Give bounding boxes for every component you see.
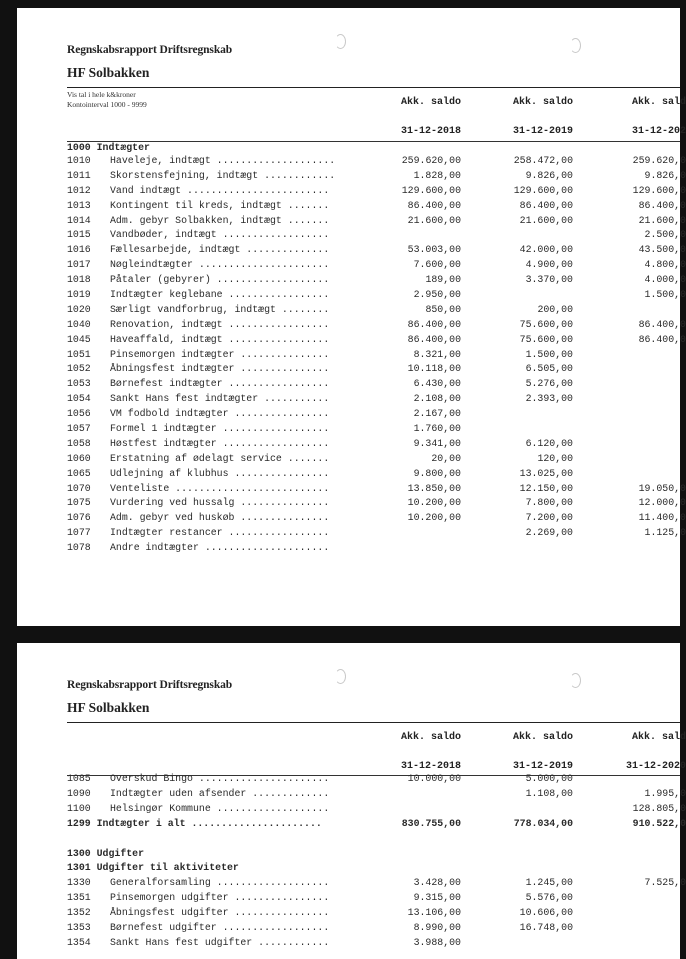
- value-2018: 850,00: [425, 303, 461, 315]
- value-2018: 20,00: [431, 452, 461, 464]
- account-number: 1010: [67, 155, 91, 166]
- account-number: 1045: [67, 333, 91, 345]
- value-2019: 7.200,00: [525, 512, 573, 524]
- table-row: [67, 377, 680, 392]
- value-2019: 129.600,00: [513, 184, 573, 196]
- value-2019: 1.245,00: [525, 877, 573, 889]
- account-number: 1014: [67, 214, 91, 226]
- value-2019: 13.025,00: [519, 467, 573, 479]
- table-row: [67, 541, 680, 556]
- account-number: 1065: [67, 467, 91, 479]
- value-2019: 1.108,00: [525, 787, 573, 799]
- account-number: 1058: [67, 437, 91, 449]
- account-number: 1040: [67, 318, 91, 330]
- value-2018: 3.988,00: [413, 936, 461, 948]
- col-date-1: 31-12-2018: [400, 126, 461, 137]
- col-header-3: Akk. sald: [631, 732, 686, 743]
- value-2018: 13.106,00: [407, 907, 461, 919]
- table-row: [67, 333, 686, 348]
- account-name: VM fodbold indtægter ................: [110, 408, 330, 420]
- value-2018: 259.620,00: [401, 155, 461, 166]
- account-name: Venteliste ..........................: [110, 482, 330, 494]
- value-2018: 1.760,00: [413, 423, 461, 435]
- value-2019: 42.000,00: [519, 244, 573, 256]
- value-2019: 1.500,00: [525, 348, 573, 360]
- account-number: 1057: [67, 423, 91, 435]
- account-name: Renovation, indtægt .................: [110, 318, 330, 330]
- table-row: [67, 422, 680, 437]
- ledger-table: [67, 772, 686, 951]
- value-2018: 7.600,00: [413, 259, 461, 271]
- account-name: Åbningsfest indtægter ...............: [110, 363, 330, 375]
- account-number: 1070: [67, 482, 91, 494]
- table-row: [67, 772, 680, 787]
- table-row: [67, 876, 686, 891]
- value-2019: 9.826,00: [525, 169, 573, 181]
- account-number: 1011: [67, 169, 91, 181]
- account-number: 1353: [67, 922, 91, 934]
- account-name: Sankt Hans fest udgifter ............: [110, 936, 330, 948]
- account-number: 1019: [67, 289, 91, 301]
- ledger-table: [67, 142, 686, 556]
- value-2018: 53.003,00: [407, 244, 461, 256]
- value-2018: 86.400,00: [407, 199, 461, 211]
- table-row: [67, 273, 686, 288]
- value-2019: 16.748,00: [519, 922, 573, 934]
- account-name: Vurdering ved hussalg ...............: [110, 497, 330, 509]
- account-name: Særligt vandforbrug, indtægt ........: [110, 303, 330, 315]
- value-2020: 12.000,0: [638, 497, 686, 509]
- subsection-heading: 1301 Udgifter til aktiviteter: [67, 862, 239, 874]
- report-title: Regnskabsrapport Driftsregnskab: [67, 44, 233, 56]
- col-date-3: 31-12-202: [631, 126, 686, 137]
- account-number: 1060: [67, 452, 91, 464]
- account-name: Kontingent til kreds, indtægt .......: [110, 199, 330, 211]
- table-row: [67, 303, 680, 318]
- note-interval: Kontointerval 1000 - 9999: [67, 100, 147, 109]
- account-number: 1354: [67, 936, 91, 948]
- account-name: Børnefest indtægter .................: [110, 378, 330, 390]
- account-number: 1330: [67, 877, 91, 889]
- org-name: HF Solbakken: [67, 65, 150, 80]
- punch-hole-icon: [570, 673, 581, 688]
- section-heading: 1300 Udgifter: [67, 847, 145, 859]
- account-number: 1085: [67, 773, 91, 784]
- value-2018: 9.315,00: [413, 892, 461, 904]
- section-heading: 1000 Indtægter: [67, 142, 150, 153]
- table-row: [67, 936, 680, 951]
- punch-hole-icon: [335, 669, 346, 684]
- col-date-2: 31-12-2019: [512, 761, 573, 772]
- value-2019: 21.600,00: [519, 214, 573, 226]
- punch-hole-icon: [570, 38, 581, 53]
- table-row: [67, 169, 686, 184]
- table-row: [67, 437, 680, 452]
- value-2019: 4.900,00: [525, 259, 573, 271]
- account-name: Formel 1 indtægter ..................: [110, 423, 330, 435]
- value-2018: 189,00: [425, 274, 461, 286]
- value-2018: 86.400,00: [407, 333, 461, 345]
- value-2019: 3.370,00: [525, 274, 573, 286]
- table-row: [67, 154, 686, 169]
- account-name: Fællesarbejde, indtægt ..............: [110, 244, 330, 256]
- account-number: 1053: [67, 378, 91, 390]
- account-number: 1076: [67, 512, 91, 524]
- table-row: [67, 243, 686, 258]
- account-number: 1020: [67, 303, 91, 315]
- table-row: [67, 526, 686, 541]
- value-2019: 5.576,00: [525, 892, 573, 904]
- table-row: [67, 288, 686, 303]
- punch-hole-icon: [335, 34, 346, 49]
- value-2019: 12.150,00: [519, 482, 573, 494]
- account-name: Generalforsamling ...................: [110, 877, 330, 889]
- value-2018: 10.200,00: [407, 497, 461, 509]
- value-2020: 21.600,0: [638, 214, 686, 226]
- value-2018: 8.321,00: [413, 348, 461, 360]
- account-name: Pinsemorgen indtægter ...............: [110, 348, 330, 360]
- account-number: 1078: [67, 542, 91, 554]
- value-2020: 1.995,0: [644, 787, 686, 799]
- value-2020: 2.500,0: [644, 229, 686, 241]
- account-number: 1012: [67, 184, 91, 196]
- account-name: Andre indtægter .....................: [110, 542, 330, 554]
- table-row: [67, 482, 686, 497]
- value-2020: 4.800,0: [644, 259, 686, 271]
- table-row: [67, 318, 686, 333]
- table-row: [67, 467, 680, 482]
- value-2019: 258.472,00: [513, 155, 573, 166]
- value-2020: 129.600,0: [632, 184, 686, 196]
- account-name: Vand indtægt ........................: [110, 184, 330, 196]
- account-number: 1015: [67, 229, 91, 241]
- value-2019: 75.600,00: [519, 333, 573, 345]
- account-number: 1075: [67, 497, 91, 509]
- account-number: 1351: [67, 892, 91, 904]
- value-2020: 1.125,0: [644, 527, 686, 539]
- col-header-2: Akk. saldo: [512, 97, 573, 108]
- value-2018: 10.000,00: [407, 773, 461, 784]
- table-row: [67, 891, 680, 906]
- value-2020: 128.805,0: [632, 802, 686, 814]
- table-row: [67, 511, 686, 526]
- value-2020: 11.400,0: [638, 512, 686, 524]
- value-2019: 86.400,00: [519, 199, 573, 211]
- value-2019: 10.606,00: [519, 907, 573, 919]
- value-2018: 1.828,00: [413, 169, 461, 181]
- table-row: [67, 407, 680, 422]
- table-row: [67, 392, 680, 407]
- table-row: [67, 362, 680, 377]
- value-2018: 2.167,00: [413, 408, 461, 420]
- value-2018: 13.850,00: [407, 482, 461, 494]
- account-name: Udlejning af klubhus ................: [110, 467, 330, 479]
- account-name: Haveleje, indtægt ....................: [110, 155, 336, 166]
- account-name: Høstfest indtægter ..................: [110, 437, 330, 449]
- account-number: 1018: [67, 274, 91, 286]
- table-row: [67, 921, 680, 936]
- account-name: Erstatning af ødelagt service .......: [110, 452, 330, 464]
- table-row: [67, 348, 680, 363]
- value-2019: 2.269,00: [525, 527, 573, 539]
- total-row: 1299 Indtægter i alt ...................... 830.755,00 778.034,00 910.522,0: [67, 817, 686, 829]
- account-number: 1090: [67, 787, 91, 799]
- report-page-2: [17, 643, 686, 959]
- value-2020: 86.400,0: [638, 333, 686, 345]
- table-row: [67, 906, 680, 921]
- value-2019: 120,00: [537, 452, 573, 464]
- account-number: 1352: [67, 907, 91, 919]
- account-name: Pinsemorgen udgifter ................: [110, 892, 330, 904]
- value-2019: 5.000,00: [525, 773, 573, 784]
- value-2020: 1.500,0: [644, 289, 686, 301]
- value-2020: 7.525,0: [644, 877, 686, 889]
- table-row: [67, 184, 686, 199]
- account-name: Indtægter restancer .................: [110, 527, 330, 539]
- account-name: Haveaffald, indtægt .................: [110, 333, 330, 345]
- org-name: HF Solbakken: [67, 700, 150, 715]
- value-2019: 6.505,00: [525, 363, 573, 375]
- value-2018: 10.118,00: [407, 363, 461, 375]
- report-page-1: [17, 8, 686, 626]
- value-2018: 6.430,00: [413, 378, 461, 390]
- col-header-1: Akk. saldo: [400, 97, 461, 108]
- value-2020: 43.500,0: [638, 244, 686, 256]
- value-2018: 86.400,00: [407, 318, 461, 330]
- account-number: 1052: [67, 363, 91, 375]
- account-name: Overskud Bingo ......................: [110, 773, 330, 784]
- value-2019: 2.393,00: [525, 393, 573, 405]
- table-row: [67, 199, 686, 214]
- account-number: 1013: [67, 199, 91, 211]
- account-name: Vandbøder, indtægt ..................: [110, 229, 330, 241]
- value-2019: 200,00: [537, 303, 573, 315]
- divider: [67, 722, 680, 723]
- account-name: Indtægter keglebane .................: [110, 289, 330, 301]
- col-header-2: Akk. saldo: [512, 732, 573, 743]
- value-2020: 19.050,0: [638, 482, 686, 494]
- col-date-1: 31-12-2018: [400, 761, 461, 772]
- account-name: Skorstensfejning, indtægt ............: [110, 169, 336, 181]
- col-header-1: Akk. saldo: [400, 732, 461, 743]
- value-2020: 9.826,0: [644, 169, 686, 181]
- account-number: 1077: [67, 527, 91, 539]
- account-name: Påtaler (gebyrer) ...................: [110, 274, 330, 286]
- account-name: Helsingør Kommune ...................: [110, 802, 330, 814]
- report-title: Regnskabsrapport Driftsregnskab: [67, 679, 233, 691]
- account-name: Adm. gebyr Solbakken, indtægt .......: [110, 214, 330, 226]
- value-2020: 259.620,0: [632, 155, 686, 166]
- account-name: Sankt Hans fest indtægter ...........: [110, 393, 330, 405]
- account-name: Børnefest udgifter ..................: [110, 922, 330, 934]
- account-name: Adm. gebyr ved huskøb ...............: [110, 512, 330, 524]
- col-date-2: 31-12-2019: [512, 126, 573, 137]
- table-row: [67, 452, 680, 467]
- value-2019: 5.276,00: [525, 378, 573, 390]
- account-number: 1017: [67, 259, 91, 271]
- value-2018: 9.800,00: [413, 467, 461, 479]
- table-row: [67, 214, 686, 229]
- table-row: [67, 496, 686, 511]
- col-header-3: Akk. sald: [631, 97, 686, 108]
- table-row: [67, 228, 686, 243]
- value-2018: 2.950,00: [413, 289, 461, 301]
- value-2018: 129.600,00: [401, 184, 461, 196]
- col-date-3: 31-12-2020: [625, 761, 686, 772]
- account-name: Nøgleindtægter ......................: [110, 259, 330, 271]
- value-2019: 75.600,00: [519, 318, 573, 330]
- value-2020: 86.400,0: [638, 199, 686, 211]
- value-2018: 2.108,00: [413, 393, 461, 405]
- note-units: Vis tal i hele k&kroner: [67, 90, 136, 99]
- value-2018: 21.600,00: [407, 214, 461, 226]
- value-2020: 4.000,0: [644, 274, 686, 286]
- value-2018: 3.428,00: [413, 877, 461, 889]
- account-name: Åbningsfest udgifter ................: [110, 907, 330, 919]
- account-name: Indtægter uden afsender .............: [110, 787, 330, 799]
- value-2018: 8.990,00: [413, 922, 461, 934]
- account-number: 1054: [67, 393, 91, 405]
- value-2018: 9.341,00: [413, 437, 461, 449]
- account-number: 1016: [67, 244, 91, 256]
- value-2018: 10.200,00: [407, 512, 461, 524]
- table-row: [67, 258, 686, 273]
- value-2020: 86.400,0: [638, 318, 686, 330]
- account-number: 1100: [67, 802, 91, 814]
- account-number: 1056: [67, 408, 91, 420]
- value-2019: 6.120,00: [525, 437, 573, 449]
- table-row: [67, 787, 686, 802]
- account-number: 1051: [67, 348, 91, 360]
- divider: [67, 87, 680, 88]
- table-row: [67, 802, 686, 817]
- value-2019: 7.800,00: [525, 497, 573, 509]
